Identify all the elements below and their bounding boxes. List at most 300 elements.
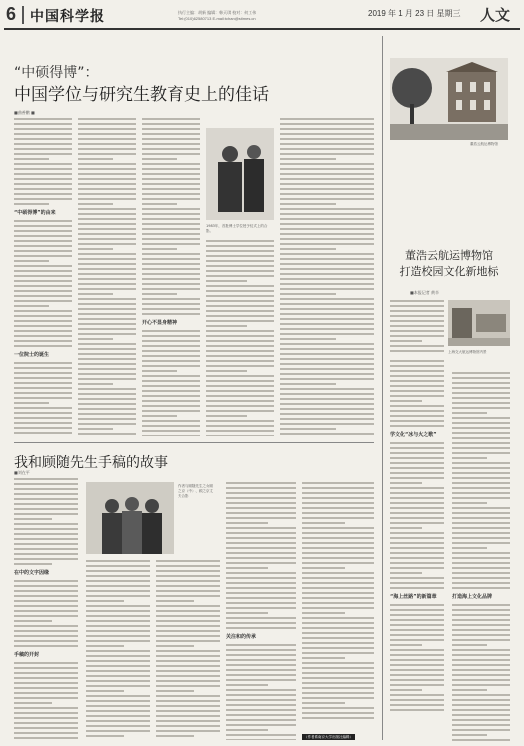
body-text-line xyxy=(156,610,220,612)
body-text-line xyxy=(14,240,72,242)
body-text-line xyxy=(14,523,78,525)
article3-subhead-2: “海上丝路”的新篇章 xyxy=(390,594,437,600)
body-text-line xyxy=(390,335,444,337)
body-text-line xyxy=(156,680,220,682)
body-text-line xyxy=(280,338,336,340)
body-text-line xyxy=(390,502,444,504)
body-text-line xyxy=(142,420,200,422)
body-text-line xyxy=(78,238,136,240)
body-text-line xyxy=(302,687,374,689)
body-text-line xyxy=(14,427,72,429)
body-text-line xyxy=(156,690,194,692)
body-text-line xyxy=(452,527,510,529)
body-text-line xyxy=(452,512,510,514)
body-text-line xyxy=(226,567,268,569)
body-text-line xyxy=(302,537,374,539)
body-text-line xyxy=(280,203,336,205)
article2-author-note: （作者系南京大学出版社编辑） xyxy=(304,735,353,739)
body-text-line xyxy=(86,685,150,687)
body-text-line xyxy=(226,522,268,524)
body-text-line xyxy=(390,375,444,377)
article3-col1 xyxy=(390,300,444,356)
body-text-line xyxy=(14,543,78,545)
body-text-line xyxy=(452,629,510,631)
body-text-line xyxy=(390,587,444,589)
body-text-line xyxy=(390,482,422,484)
body-text-line xyxy=(156,565,220,567)
body-text-line xyxy=(226,704,296,706)
body-text-line xyxy=(452,714,510,716)
body-text-line xyxy=(78,213,136,215)
body-text-line xyxy=(142,168,200,170)
body-text-line xyxy=(14,250,72,252)
body-text-line xyxy=(452,412,487,414)
body-text-line xyxy=(156,595,220,597)
body-text-line xyxy=(14,625,78,627)
body-text-line xyxy=(78,248,113,250)
body-text-line xyxy=(14,585,78,587)
article1-title: 中国学位与研究生教育史上的佳话 xyxy=(14,85,269,105)
body-text-line xyxy=(280,198,374,200)
masthead-logo: 中国科学报 xyxy=(30,9,105,25)
body-text-line xyxy=(280,188,374,190)
body-text-line xyxy=(452,587,510,589)
body-text-line xyxy=(14,138,72,140)
body-text-line xyxy=(14,518,52,520)
body-text-line xyxy=(14,488,78,490)
body-text-line xyxy=(302,552,374,554)
body-text-line xyxy=(156,580,220,582)
body-text-line xyxy=(302,612,345,614)
body-text-line xyxy=(86,640,150,642)
article3-photo-caption: 董浩云航运博物馆 xyxy=(470,142,498,146)
body-text-line xyxy=(302,577,374,579)
body-text-line xyxy=(14,702,52,704)
body-text-line xyxy=(280,343,374,345)
body-text-line xyxy=(86,675,150,677)
body-text-line xyxy=(86,645,124,647)
body-text-line xyxy=(390,694,444,696)
body-text-line xyxy=(142,263,200,265)
body-text-line xyxy=(390,629,444,631)
body-text-line xyxy=(452,649,510,651)
body-text-line xyxy=(390,410,444,412)
body-text-line xyxy=(14,595,78,597)
body-text-line xyxy=(302,572,374,574)
body-text-line xyxy=(302,647,374,649)
body-text-line xyxy=(390,385,444,387)
body-text-line xyxy=(280,118,374,120)
body-text-line xyxy=(452,492,510,494)
body-text-line xyxy=(390,639,444,641)
body-text-line xyxy=(142,233,200,235)
body-text-line xyxy=(280,193,374,195)
body-text-line xyxy=(14,193,72,195)
body-text-line xyxy=(78,263,136,265)
article3-col2 xyxy=(390,360,444,742)
body-text-line xyxy=(206,280,247,282)
body-text-line xyxy=(390,345,444,347)
body-text-line xyxy=(302,507,374,509)
body-text-line xyxy=(142,298,200,300)
body-text-line xyxy=(14,483,78,485)
body-text-line xyxy=(226,517,296,519)
body-text-line xyxy=(14,533,78,535)
body-text-line xyxy=(14,422,72,424)
body-text-line xyxy=(14,367,72,369)
article3-subhead-1: 学文化“冰与火之歌” xyxy=(390,432,437,438)
article3-byline: ■本报记者 黄辛 xyxy=(410,290,440,295)
body-text-line xyxy=(452,517,510,519)
body-text-line xyxy=(302,682,374,684)
page-number: 6 xyxy=(6,4,17,24)
body-text-line xyxy=(14,168,72,170)
body-text-line xyxy=(14,672,78,674)
body-text-line xyxy=(142,188,200,190)
body-text-line xyxy=(78,348,136,350)
body-text-line xyxy=(390,442,444,444)
body-text-line xyxy=(452,724,510,726)
body-text-line xyxy=(86,570,150,572)
body-text-line xyxy=(142,410,200,412)
body-text-line xyxy=(226,699,296,701)
body-text-line xyxy=(14,118,72,120)
body-text-line xyxy=(302,662,374,664)
body-text-line xyxy=(14,362,72,364)
body-text-line xyxy=(302,652,374,654)
body-text-line xyxy=(280,318,374,320)
body-text-line xyxy=(14,123,72,125)
body-text-line xyxy=(390,507,444,509)
body-text-line xyxy=(78,118,136,120)
body-text-line xyxy=(86,720,150,722)
body-text-line xyxy=(142,425,200,427)
article2-subhead-3: 关注和的传承 xyxy=(226,634,257,640)
body-text-line xyxy=(280,333,374,335)
body-text-line xyxy=(142,375,200,377)
body-text-line xyxy=(280,208,374,210)
body-text-line xyxy=(226,719,296,721)
body-text-line xyxy=(452,437,510,439)
body-text-line xyxy=(78,313,136,315)
body-text-line xyxy=(206,265,274,267)
body-text-line xyxy=(78,208,136,210)
body-text-line xyxy=(280,413,374,415)
body-text-line xyxy=(156,570,220,572)
body-text-line xyxy=(302,592,374,594)
body-text-line xyxy=(302,702,345,704)
body-text-line xyxy=(390,572,422,574)
body-text-line xyxy=(14,158,49,160)
body-text-line xyxy=(390,400,422,402)
body-text-line xyxy=(206,305,274,307)
body-text-line xyxy=(14,407,72,409)
body-text-line xyxy=(390,425,444,427)
body-text-line xyxy=(142,345,200,347)
body-text-line xyxy=(280,228,374,230)
body-text-line xyxy=(206,310,274,312)
body-text-line xyxy=(14,538,78,540)
body-text-line xyxy=(78,243,136,245)
body-text-line xyxy=(390,305,444,307)
body-text-line xyxy=(302,497,374,499)
article2-photo-caption: 作者与顾随先生之女顾之京（中）、顾之京丈夫合影 xyxy=(178,484,213,498)
article1-kicker: “中硕得博”： xyxy=(14,65,99,81)
body-text-line xyxy=(78,283,136,285)
body-text-line xyxy=(142,173,200,175)
body-text-line xyxy=(86,630,150,632)
body-text-line xyxy=(390,415,444,417)
article1-photo-caption: 1983年，首批博士学位授予仪式上的合影。 xyxy=(206,224,268,233)
body-text-line xyxy=(86,730,150,732)
body-text-line xyxy=(280,348,374,350)
body-text-line xyxy=(452,669,510,671)
body-text-line xyxy=(302,692,374,694)
body-text-line xyxy=(156,625,220,627)
body-text-line xyxy=(280,243,374,245)
body-text-line xyxy=(78,338,113,340)
body-text-line xyxy=(280,363,374,365)
body-text-line xyxy=(14,397,72,399)
body-text-line xyxy=(390,330,444,332)
body-text-line xyxy=(206,290,274,292)
body-text-line xyxy=(78,293,113,295)
body-text-line xyxy=(452,522,510,524)
body-text-line xyxy=(156,655,220,657)
body-text-line xyxy=(86,595,150,597)
body-text-line xyxy=(226,592,296,594)
body-text-line xyxy=(452,567,510,569)
body-text-line xyxy=(142,293,177,295)
article3-title: 董浩云航运博物馆 打造校园文化新地标 xyxy=(399,249,499,278)
body-text-line xyxy=(390,310,444,312)
body-text-line xyxy=(14,732,78,734)
body-text-line xyxy=(280,283,374,285)
body-text-line xyxy=(156,715,220,717)
body-text-line xyxy=(280,213,374,215)
body-text-line xyxy=(226,627,296,629)
article1-subhead-2: 一位院士的诞生 xyxy=(14,352,50,358)
body-text-line xyxy=(14,630,78,632)
article1-col2 xyxy=(78,118,136,436)
body-text-line xyxy=(390,577,444,579)
body-text-line xyxy=(78,383,113,385)
body-text-line xyxy=(86,610,150,612)
body-text-line xyxy=(14,153,72,155)
body-text-line xyxy=(280,223,374,225)
body-text-line xyxy=(280,268,374,270)
body-text-line xyxy=(302,557,374,559)
body-text-line xyxy=(142,283,200,285)
body-text-line xyxy=(226,709,296,711)
body-text-line xyxy=(86,620,150,622)
body-text-line xyxy=(280,418,374,420)
body-text-line xyxy=(86,650,150,652)
body-text-line xyxy=(302,562,374,564)
body-text-line xyxy=(280,433,374,435)
body-text-line xyxy=(86,615,150,617)
body-text-line xyxy=(390,654,444,656)
body-text-line xyxy=(390,340,422,342)
body-text-line xyxy=(86,665,150,667)
body-text-line xyxy=(14,417,72,419)
body-text-line xyxy=(452,679,510,681)
body-text-line xyxy=(14,128,72,130)
body-text-line xyxy=(78,273,136,275)
body-text-line xyxy=(14,230,72,232)
body-text-line xyxy=(156,700,220,702)
body-text-line xyxy=(226,617,296,619)
body-text-line xyxy=(78,288,136,290)
body-text-line xyxy=(280,248,336,250)
body-text-line xyxy=(206,240,274,242)
body-text-line xyxy=(78,328,136,330)
body-text-line xyxy=(390,619,444,621)
body-text-line xyxy=(280,378,374,380)
body-text-line xyxy=(390,582,444,584)
body-text-line xyxy=(452,552,510,554)
body-text-line xyxy=(302,502,374,504)
section-name: 人文 xyxy=(480,6,511,24)
body-text-line xyxy=(452,619,510,621)
body-text-line xyxy=(78,228,136,230)
body-text-line xyxy=(452,502,487,504)
body-text-line xyxy=(452,624,510,626)
body-text-line xyxy=(452,604,510,606)
body-text-line xyxy=(14,640,78,642)
body-text-line xyxy=(452,739,510,741)
body-text-line xyxy=(14,372,72,374)
body-text-line xyxy=(14,548,78,550)
body-text-line xyxy=(14,340,72,342)
body-text-line xyxy=(14,220,72,222)
body-text-line xyxy=(390,547,444,549)
body-text-line xyxy=(156,575,220,577)
body-text-line xyxy=(206,330,274,332)
body-text-line xyxy=(226,487,296,489)
body-text-line xyxy=(14,528,78,530)
body-text-line xyxy=(78,333,136,335)
body-text-line xyxy=(280,353,374,355)
body-text-line xyxy=(280,138,374,140)
body-text-line xyxy=(206,355,274,357)
body-text-line xyxy=(156,670,220,672)
body-text-line xyxy=(280,408,374,410)
body-text-line xyxy=(86,710,150,712)
body-text-line xyxy=(142,273,200,275)
body-text-line xyxy=(14,677,78,679)
body-text-line xyxy=(390,467,444,469)
body-text-line xyxy=(156,630,220,632)
body-text-line xyxy=(206,270,274,272)
body-text-line xyxy=(226,684,268,686)
body-text-line xyxy=(14,645,78,647)
body-text-line xyxy=(86,660,150,662)
body-text-line xyxy=(226,612,268,614)
body-text-line xyxy=(390,532,444,534)
body-text-line xyxy=(206,375,274,377)
body-text-line xyxy=(280,218,374,220)
body-text-line xyxy=(452,639,510,641)
body-text-line xyxy=(78,418,136,420)
body-text-line xyxy=(142,148,200,150)
article3-photo-2-caption: 上海交大航运博物馆内景 xyxy=(448,350,487,354)
body-text-line xyxy=(390,527,422,529)
body-text-line xyxy=(206,245,274,247)
body-text-line xyxy=(78,138,136,140)
body-text-line xyxy=(14,255,72,257)
body-text-line xyxy=(390,604,444,606)
body-text-line xyxy=(452,547,487,549)
body-text-line xyxy=(14,163,72,165)
body-text-line xyxy=(302,522,345,524)
body-text-line xyxy=(302,707,374,709)
body-text-line xyxy=(156,660,220,662)
body-text-line xyxy=(142,228,200,230)
body-text-line xyxy=(302,542,374,544)
body-text-line xyxy=(14,498,78,500)
body-text-line xyxy=(206,275,274,277)
body-text-line xyxy=(142,128,200,130)
body-text-line xyxy=(280,423,374,425)
body-text-line xyxy=(390,537,444,539)
body-text-line xyxy=(14,478,78,480)
body-text-line xyxy=(206,400,274,402)
header-rule xyxy=(4,28,520,30)
body-text-line xyxy=(14,737,78,739)
body-text-line xyxy=(280,403,374,405)
body-text-line xyxy=(156,560,220,562)
body-text-line xyxy=(302,717,374,719)
body-text-line xyxy=(280,183,374,185)
body-text-line xyxy=(452,699,510,701)
body-text-line xyxy=(390,325,444,327)
body-text-line xyxy=(206,300,274,302)
body-text-line xyxy=(206,395,274,397)
body-text-line xyxy=(226,679,296,681)
body-text-line xyxy=(302,547,374,549)
body-text-line xyxy=(78,393,136,395)
article1-col3 xyxy=(142,118,200,436)
body-text-line xyxy=(78,353,136,355)
body-text-line xyxy=(390,562,444,564)
body-text-line xyxy=(14,280,72,282)
body-text-line xyxy=(14,558,78,560)
body-text-line xyxy=(78,143,136,145)
body-text-line xyxy=(142,405,200,407)
body-text-line xyxy=(280,303,374,305)
body-text-line xyxy=(280,288,374,290)
body-text-line xyxy=(142,243,200,245)
body-text-line xyxy=(156,720,220,722)
body-text-line xyxy=(206,255,274,257)
body-text-line xyxy=(452,719,510,721)
body-text-line xyxy=(142,278,200,280)
body-text-line xyxy=(142,153,200,155)
article1-col1 xyxy=(14,118,72,436)
body-text-line xyxy=(302,677,374,679)
body-text-line xyxy=(206,340,274,342)
body-text-line xyxy=(452,609,510,611)
body-text-line xyxy=(452,734,487,736)
body-text-line xyxy=(78,303,136,305)
body-text-line xyxy=(14,148,72,150)
body-text-line xyxy=(78,298,136,300)
body-text-line xyxy=(226,689,296,691)
body-text-line xyxy=(142,360,200,362)
body-text-line xyxy=(302,672,374,674)
body-text-line xyxy=(226,502,296,504)
